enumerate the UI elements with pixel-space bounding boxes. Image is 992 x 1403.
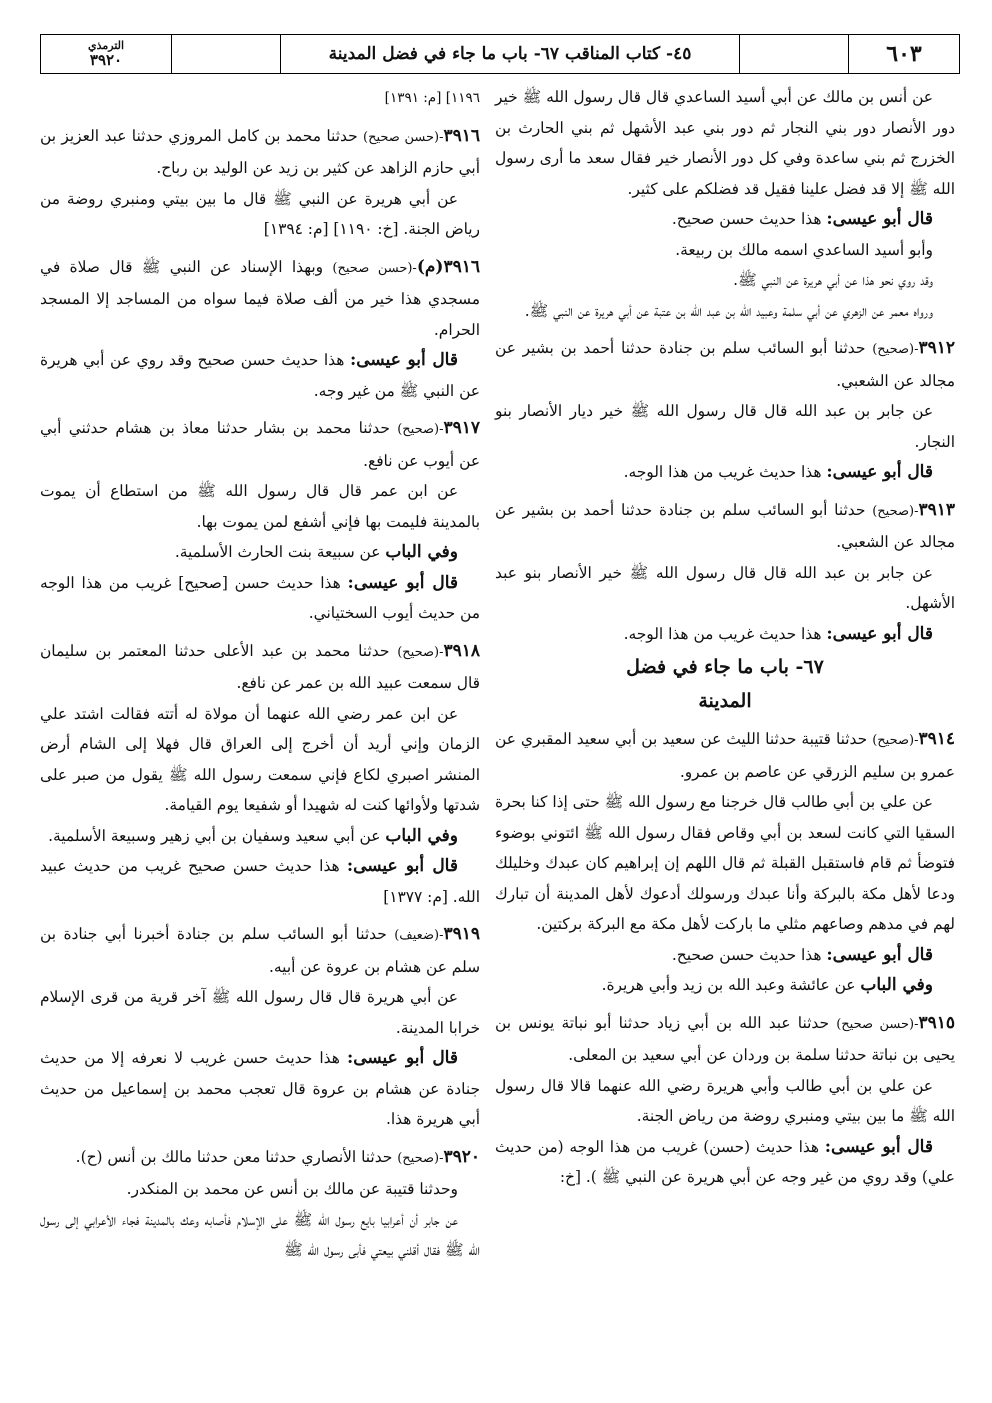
hadith-grade: -(حسن صحيح) <box>332 260 417 276</box>
paragraph-text: عن علي بن أبي طالب وأبي هريرة رضي الله عنهما قالا قال رسول الله ﷺ ما بين بيتي ومنبري روضة من رياض الجنة. <box>495 1076 955 1125</box>
paragraph-text: ١١٩٦] [م: ١٣٩١] <box>384 90 480 106</box>
commentary-label: قال أبو عيسى: <box>826 944 933 965</box>
commentary-label: قال أبو عيسى: <box>346 1048 458 1068</box>
hadith-grade: -(حسن صحيح) <box>836 1016 919 1032</box>
chapter-heading: ٦٧- باب ما جاء في فضل <box>626 656 824 678</box>
hadith-number: ٣٩١٩ <box>443 924 480 944</box>
hadith-entry <box>40 636 480 699</box>
paragraph-text: هذا حديث غريب من هذا الوجه. <box>623 463 827 481</box>
hadith-grade: -(حسن صحيح) <box>363 129 444 145</box>
paragraph-text: حدثنا أبو السائب سلم بن جنادة حدثنا أحمد بن بشير عن مجالد عن الشعبي. <box>495 500 955 551</box>
paragraph-text: عن أنس بن مالك عن أبي أسيد الساعدي قال قال رسول الله ﷺ خير دور الأنصار دور بني النجار ثم دور بني عبد الأشهل ثم بني الحارث بن الخزرج ثم بني ساعدة وفي كل دور الأنصار خير فقال سعد ما أرى رسول الله ﷺ إلا قد فضل علينا فقيل قد فضلكم على كثير. <box>495 88 955 198</box>
hadith-number: ٣٩١٨ <box>443 640 480 661</box>
hadith-entry <box>495 1008 955 1071</box>
hadith-number: ٣٩١٣ <box>918 499 955 520</box>
hadith-number: ٣٩٢٠ <box>443 1146 480 1167</box>
hadith-grade: -(صحيح) <box>397 422 444 437</box>
hadith-number: ٣٩١٦ <box>443 125 480 146</box>
hadith-entry <box>495 333 955 396</box>
text-paragraph <box>495 1132 955 1193</box>
hadith-number: ٣٩١٤ <box>918 729 955 749</box>
text-paragraph <box>495 558 955 619</box>
commentary-label: وفي الباب <box>385 825 458 846</box>
text-paragraph <box>40 345 480 406</box>
paragraph-text: عن عائشة وعبد الله بن زيد وأبي هريرة. <box>601 976 861 994</box>
hadith-grade: -(صحيح) <box>872 733 919 748</box>
commentary-label: قال أبو عيسى: <box>826 623 933 644</box>
hadith-number: ٣٩١٧ <box>443 418 480 438</box>
paragraph-text: هذا حديث حسن صحيح. <box>671 945 827 964</box>
text-paragraph <box>495 296 955 327</box>
text-paragraph <box>495 619 955 650</box>
hadith-grade: -(صحيح) <box>397 1150 444 1166</box>
left-text-column <box>40 82 480 1266</box>
hadith-number: ٣٩١٦(م) <box>416 256 480 277</box>
paragraph-text: عن أبي هريرة عن النبي ﷺ قال ما بين بيتي ومنبري روضة من رياض الجنة. [خ: ١١٩٠] [م: ١٣٩٤] <box>40 189 480 238</box>
chapter-heading: المدينة <box>698 690 752 712</box>
text-paragraph <box>40 851 480 912</box>
commentary-label: قال أبو عيسى: <box>826 209 933 229</box>
paragraph-text: هذا حديث غريب من هذا الوجه. <box>623 624 827 643</box>
text-paragraph <box>495 787 955 940</box>
running-title: ٤٥- كتاب المناقب ٦٧- باب ما جاء في فضل المدينة <box>280 35 739 73</box>
text-paragraph <box>495 204 955 235</box>
text-paragraph <box>40 1043 480 1135</box>
commentary-label: وفي الباب <box>385 542 458 562</box>
hadith-entry <box>495 724 955 787</box>
commentary-label: قال أبو عيسى: <box>824 1136 933 1157</box>
commentary-label: قال أبو عيسى: <box>347 572 458 593</box>
hadith-range: ٣٩٢٠ <box>89 51 123 69</box>
text-paragraph <box>495 235 955 266</box>
paragraph-text: حدثنا محمد بن عبد الأعلى حدثنا المعتمر بن سليمان قال سمعت عبيد الله بن عمر عن نافع. <box>40 641 480 692</box>
text-paragraph <box>40 537 480 568</box>
text-paragraph <box>495 396 955 457</box>
text-paragraph <box>40 476 480 537</box>
paragraph-text: عن سبيعة بنت الحارث الأسلمية. <box>174 543 386 561</box>
paragraph-text: عن ابن عمر رضي الله عنهما أن مولاة له أتته فقالت اشتد علي الزمان وإني أريد أن أخرج إلى العراق قال فهلا إلى الشام أرض المنشر اصبري لكاع فإني سمعت رسول الله ﷺ يقول من صبر على شدتها ولأوائها كنت له شهيدا أو شفيعا يوم القيامة. <box>40 704 480 814</box>
text-paragraph <box>495 457 955 488</box>
hadith-number: ٣٩١٥ <box>918 1012 955 1033</box>
hadith-entry <box>40 919 480 982</box>
paragraph-text: هذا حديث حسن صحيح غريب من حديث عبيد الله. [م: ١٣٧٧] <box>40 857 480 906</box>
page-number: ٦٠٣ <box>848 35 959 73</box>
text-paragraph <box>495 265 955 296</box>
paragraph-text: هذا حديث (حسن) غريب من هذا الوجه (من حديث علي) وقد روي من غير وجه عن أبي هريرة عن النبي ﷺ ). [خ: <box>495 1137 955 1186</box>
paragraph-text: وأبو أسيد الساعدي اسمه مالك بن ربيعة. <box>675 240 933 259</box>
paragraph-text: وحدثنا قتيبة عن مالك بن أنس عن محمد بن المنكدر. <box>126 1180 458 1198</box>
hadith-number: ٣٩١٢ <box>918 338 955 358</box>
paragraph-text: عن أبي سعيد وسفيان بن أبي زهير وسبيعة الأسلمية. <box>48 826 386 845</box>
book-name: الترمذي <box>87 39 125 52</box>
text-paragraph <box>40 699 480 821</box>
hadith-entry <box>40 252 480 346</box>
paragraph-text: هذا حديث حسن صحيح وقد روي عن أبي هريرة عن النبي ﷺ من غير وجه. <box>40 351 480 400</box>
hadith-entry <box>495 495 955 558</box>
paragraph-text: وقد روي نحو هذا عن أبي هريرة عن النبي ﷺ. <box>733 271 933 289</box>
hadith-grade: -(صحيح) <box>397 644 444 660</box>
paragraph-text: هذا حديث حسن غريب لا نعرفه إلا من حديث جنادة عن هشام بن عروة قال تعجب محمد بن إسماعيل من حديث أبي هريرة هذا. <box>40 1049 480 1128</box>
paragraph-text: حدثنا أبو السائب سلم بن جنادة أخبرنا أبي جنادة بن سلم عن هشام بن عروة عن أبيه. <box>40 925 480 976</box>
text-paragraph <box>40 982 480 1043</box>
page-header <box>40 34 960 74</box>
hadith-grade: -(ضعيف) <box>394 928 444 943</box>
paragraph-text: حدثنا محمد بن بشار حدثنا معاذ بن هشام حدثني أبي عن أيوب عن نافع. <box>40 419 480 470</box>
header-blank-cell <box>171 35 280 73</box>
paragraph-text: حدثنا قتيبة حدثنا الليث عن سعيد بن أبي سعيد المقبري عن عمرو بن سليم الزرقي عن عاصم بن عمرو. <box>495 730 955 781</box>
header-blank-cell <box>739 35 848 73</box>
paragraph-text: هذا حديث حسن [صحيح] غريب من هذا الوجه من حديث أيوب السختياني. <box>40 573 480 622</box>
paragraph-text: حدثنا الأنصاري حدثنا معن حدثنا مالك بن أنس (ح). <box>75 1147 398 1166</box>
hadith-entry <box>40 413 480 476</box>
commentary-label: قال أبو عيسى: <box>826 462 933 482</box>
text-paragraph <box>495 82 955 204</box>
paragraph-text: ورواه معمر عن الزهري عن أبي سلمة وعبيد الله بن عبد الله بن عتبة عن أبي هريرة عن النبي ﷺ. <box>524 301 933 320</box>
text-paragraph <box>495 970 955 1001</box>
commentary-label: قال أبو عيسى: <box>346 856 458 876</box>
paragraph-text: عن علي بن أبي طالب قال خرجنا مع رسول الله ﷺ حتى إذا كنا بحرة السقيا التي كانت لسعد بن أبي وقاص فقال رسول الله ﷺ ائتوني بوضوء فتوضأ ثم قام فاستقبل القبلة ثم قال اللهم إن إبراهيم كان عبدك وخليلك ودعا لأهل مكة بالبركة وأنا عبدك ورسولك أدعوك لأهل المدينة أن تبارك لهم في مدهم وصاعهم مثلي ما باركت لأهل مكة مع البركة بركتين. <box>495 793 955 933</box>
hadith-entry <box>40 1142 480 1175</box>
paragraph-text: حدثنا عبد الله بن أبي زياد حدثنا أبو نباتة يونس بن يحيى بن نباتة حدثنا سلمة بن وردان عن أبي سعيد بن المعلى. <box>495 1013 955 1064</box>
text-paragraph <box>40 1205 480 1266</box>
text-paragraph <box>40 184 480 245</box>
text-paragraph <box>495 1071 955 1132</box>
paragraph-text: وبهذا الإسناد عن النبي ﷺ قال صلاة في مسجدي هذا خير من ألف صلاة فيما سواه من المساجد إلا المسجد الحرام. <box>40 257 480 339</box>
text-paragraph <box>495 940 955 971</box>
paragraph-text: حدثنا أبو السائب سلم بن جنادة حدثنا أحمد بن بشير عن مجالد عن الشعبي. <box>495 339 955 390</box>
paragraph-text: عن أبي هريرة قال قال رسول الله ﷺ آخر قرية من قرى الإسلام خرابا المدينة. <box>40 988 480 1037</box>
text-paragraph <box>40 568 480 629</box>
paragraph-text: عن جابر أن أعرابيا بايع رسول الله ﷺ على الإسلام فأصابه وعك بالمدينة فجاء الأعرابي إلى رسول الله ﷺ فقال أقلني بيعتي فأبى رسول الله ﷺ <box>40 1210 480 1259</box>
paragraph-text: هذا حديث حسن صحيح. <box>671 210 827 228</box>
paragraph-text: عن جابر بن عبد الله قال قال رسول الله ﷺ خير الأنصار بنو عبد الأشهل. <box>495 563 955 612</box>
text-paragraph <box>40 82 480 114</box>
hadith-range-cell <box>41 35 171 73</box>
paragraph-text: حدثنا محمد بن كامل المروزي حدثنا عبد العزيز بن أبي حازم الزاهد عن كثير بن زيد عن الوليد بن رباح. <box>40 126 480 177</box>
commentary-label: قال أبو عيسى: <box>349 350 458 370</box>
paragraph-text: عن ابن عمر قال قال رسول الله ﷺ من استطاع أن يموت بالمدينة فليمت بها فإني أشفع لمن يموت بها. <box>40 482 480 531</box>
hadith-grade: -(صحيح) <box>872 503 919 519</box>
paragraph-text: عن جابر بن عبد الله قال قال رسول الله ﷺ خير ديار الأنصار بنو النجار. <box>495 402 955 451</box>
text-paragraph <box>40 821 480 852</box>
hadith-entry <box>40 121 480 184</box>
hadith-grade: -(صحيح) <box>872 342 919 357</box>
text-paragraph <box>40 1174 480 1205</box>
commentary-label: وفي الباب <box>860 975 933 995</box>
right-text-column <box>495 82 955 1193</box>
